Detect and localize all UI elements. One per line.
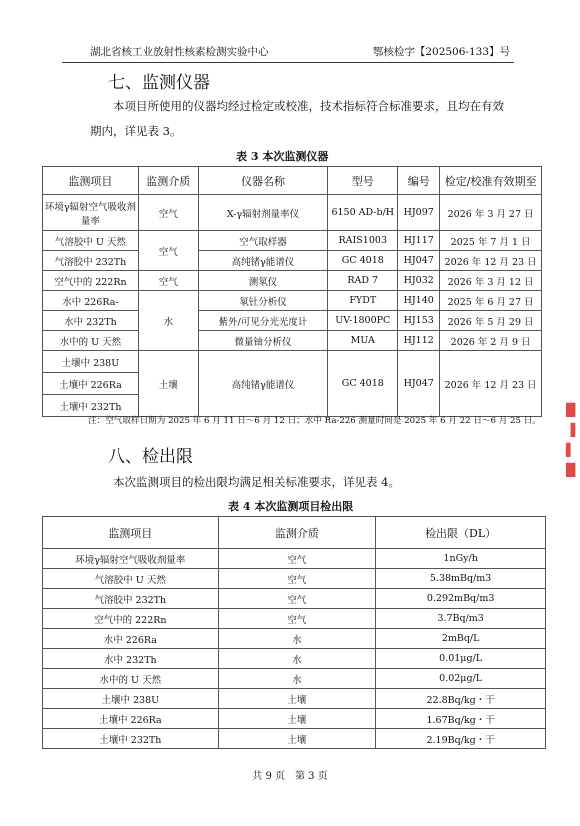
section-8-title: 八、检出限 [108,447,193,467]
table-row [43,231,542,251]
t4-cell: 土壤 [218,709,376,729]
t3-cell: UV-1800PC [328,311,398,331]
t4-cell: 环境γ辐射空气吸收剂量率 [43,549,219,569]
t3-cell: 2025 年 6 月 27 日 [440,291,542,311]
table4-header-row [43,517,546,549]
t3-cell: 土壤中 232Th [43,395,139,417]
t3-cell: 6150 AD-b/H [328,195,398,231]
t3-h4: 编号 [398,167,440,195]
t4-cell: 空气 [218,609,376,629]
table4-caption: 表 4 本次监测项目检出限 [228,500,354,513]
t4-cell: 水 [218,629,376,649]
table3-caption: 表 3 本次监测仪器 [236,150,329,163]
t3-cell: 2026 年 5 月 29 日 [440,311,542,331]
table-row [43,689,546,709]
t3-cell: 高纯锗γ能谱仪 [198,351,328,417]
section-7-paragraph: 本项目所使用的仪器均经过检定或校准，技术指标符合标准要求，且均在有效期内，详见表 3。 [90,99,504,138]
header-org: 湖北省核工业放射性核素检测实验中心 [90,46,269,58]
t3-cell: 2026 年 2 月 9 日 [440,331,542,351]
table-row [43,331,542,351]
t3-cell: 土壤中 238U [43,351,139,373]
t3-cell: MUA [328,331,398,351]
t3-cell: HJ117 [398,231,440,251]
t4-cell: 3.7Bq/m3 [376,609,546,629]
t3-cell: RAD 7 [328,271,398,291]
table-row [43,589,546,609]
t3-cell: 2026 年 3 月 12 日 [440,271,542,291]
t3-cell: 2026 年 12 月 23 日 [440,351,542,417]
t4-cell: 2.19Bq/kg・干 [376,729,546,749]
t3-h3: 型号 [328,167,398,195]
table-row [43,251,542,271]
t3-cell: HJ112 [398,331,440,351]
t4-cell: 5.38mBq/m3 [376,569,546,589]
t3-cell: HJ153 [398,311,440,331]
t3-cell: 空气取样器 [198,231,328,251]
t4-cell: 0.01μg/L [376,649,546,669]
header-code: 鄂核检字【202506-133】号 [372,46,510,58]
t4-cell: 土壤中 226Ra [43,709,219,729]
t4-cell: 水 [218,669,376,689]
t3-cell: 环境γ辐射空气吸收剂量率 [43,195,139,231]
t4-h1: 监测介质 [218,517,376,549]
t3-cell: GC 4018 [328,251,398,271]
t4-cell: 土壤 [218,729,376,749]
detection-limit-table [42,516,546,749]
t4-cell: 水 [218,649,376,669]
t3-cell: RAIS1003 [328,231,398,251]
table-row [43,609,546,629]
table-row [43,195,542,231]
t4-cell: 0.02μg/L [376,669,546,689]
table-row [43,649,546,669]
t4-cell: 1nGy/h [376,549,546,569]
table-row [43,709,546,729]
t3-cell: 空气 [138,195,198,231]
table-row [43,629,546,649]
t3-cell: 2025 年 7 月 1 日 [440,231,542,251]
t3-cell: HJ047 [398,251,440,271]
table-row [43,311,542,331]
t3-cell: HJ047 [398,351,440,417]
t3-cell: 紫外/可见分光光度计 [198,311,328,331]
t4-cell: 0.292mBq/m3 [376,589,546,609]
t4-cell: 土壤 [218,689,376,709]
table-row [43,569,546,589]
table-row [43,291,542,311]
t3-cell: 土壤 [138,351,198,417]
t4-cell: 22.8Bq/kg・干 [376,689,546,709]
t3-cell: 氡钍分析仪 [198,291,328,311]
t3-cell: 高纯锗γ能谱仪 [198,251,328,271]
t4-cell: 空气 [218,549,376,569]
seal-stamp-fragment: █ ▐ ▌ █ [566,403,576,477]
t4-cell: 空气 [218,569,376,589]
t4-cell: 空气 [218,589,376,609]
t3-cell: 气溶胶中 232Th [43,251,139,271]
t3-cell: HJ140 [398,291,440,311]
t3-cell: HJ032 [398,271,440,291]
t4-cell: 气溶胶中 U 天然 [43,569,219,589]
t3-h0: 监测项目 [43,167,139,195]
t3-cell: 空气 [138,271,198,291]
t3-cell: 测氡仪 [198,271,328,291]
t3-cell: 空气 [138,231,198,271]
t3-h1: 监测介质 [138,167,198,195]
t3-cell: GC 4018 [328,351,398,417]
page-footer: 共 9 页 第 3 页 [252,771,328,782]
t4-h2: 检出限（DL） [376,517,546,549]
t3-h2: 仪器名称 [198,167,328,195]
t4-cell: 水中 226Ra [43,629,219,649]
table-row [43,669,546,689]
t4-cell: 2mBq/L [376,629,546,649]
header-rule [62,62,514,63]
section-8-paragraph: 本次监测项目的检出限均满足相关标准要求，详见表 4。 [113,475,400,489]
table3-note: 注：空气取样日期为 2025 年 6 月 11 日～6 月 12 日；水中 Ra-226 测量时间是 2025 年 6 月 22 日～6 月 25 日。 [88,416,541,426]
table3-header-row [43,167,542,195]
t3-cell: 水中 226Ra- [43,291,139,311]
t3-cell: 2026 年 3 月 27 日 [440,195,542,231]
table-row [43,549,546,569]
t4-cell: 水中的 U 天然 [43,669,219,689]
t3-cell: X-γ辐射剂量率仪 [198,195,328,231]
t4-cell: 土壤中 238U [43,689,219,709]
section-7-title: 七、监测仪器 [108,73,210,93]
t3-cell: 水中的 U 天然 [43,331,139,351]
t4-cell: 水中 232Th [43,649,219,669]
t3-cell: HJ097 [398,195,440,231]
t4-h0: 监测项目 [43,517,219,549]
t3-cell: 微量铀分析仪 [198,331,328,351]
t3-h5: 检定/校准有效期至 [440,167,542,195]
t3-cell: 2026 年 12 月 23 日 [440,251,542,271]
t3-cell: 空气中的 222Rn [43,271,139,291]
table-row [43,729,546,749]
page-header [90,44,510,59]
t3-cell: 土壤中 226Ra [43,373,139,395]
t3-cell: 气溶胶中 U 天然 [43,231,139,251]
t4-cell: 空气中的 222Rn [43,609,219,629]
table-row [43,271,542,291]
t4-cell: 土壤中 232Th [43,729,219,749]
table-row [43,351,542,373]
t3-cell: 水 [138,291,198,351]
t4-cell: 1.67Bq/kg・干 [376,709,546,729]
t4-cell: 气溶胶中 232Th [43,589,219,609]
t3-cell: 水中 232Th [43,311,139,331]
t3-cell: FYDT [328,291,398,311]
instrument-table [42,166,542,417]
